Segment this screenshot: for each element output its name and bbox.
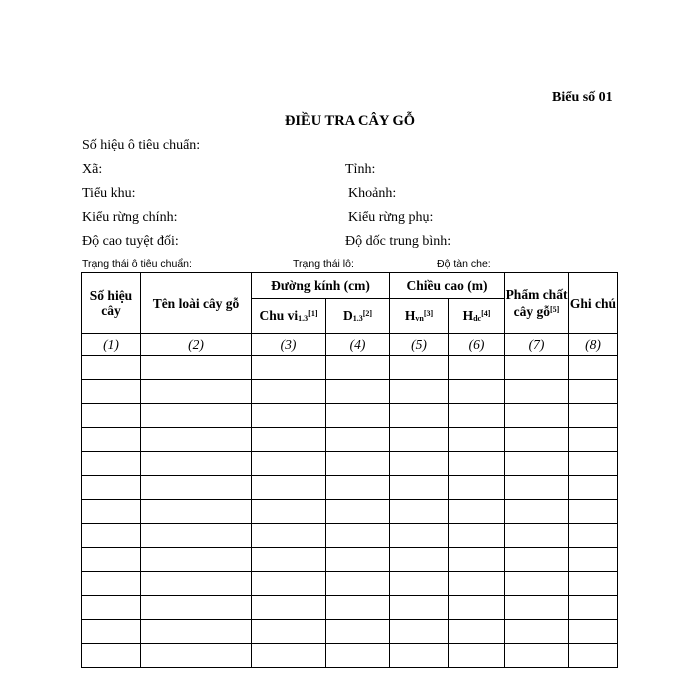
table-cell[interactable] bbox=[390, 620, 449, 644]
table-cell[interactable] bbox=[252, 596, 326, 620]
table-cell[interactable] bbox=[390, 500, 449, 524]
table-cell[interactable] bbox=[82, 596, 141, 620]
table-cell[interactable] bbox=[141, 524, 252, 548]
table-cell[interactable] bbox=[449, 572, 505, 596]
table-cell[interactable] bbox=[82, 404, 141, 428]
table-cell[interactable] bbox=[449, 356, 505, 380]
table-cell[interactable] bbox=[326, 644, 390, 668]
table-cell[interactable] bbox=[505, 620, 569, 644]
table-cell[interactable] bbox=[82, 452, 141, 476]
table-cell[interactable] bbox=[326, 500, 390, 524]
sub-forest-type-label: Kiểu rừng phụ: bbox=[348, 210, 434, 225]
table-cell[interactable] bbox=[82, 428, 141, 452]
table-cell[interactable] bbox=[252, 476, 326, 500]
header-d13-sup: [2] bbox=[362, 309, 373, 318]
header-quality-sup: [5] bbox=[550, 305, 560, 314]
table-cell[interactable] bbox=[569, 476, 618, 500]
table-cell[interactable] bbox=[252, 452, 326, 476]
table-cell[interactable] bbox=[390, 428, 449, 452]
table-cell[interactable] bbox=[390, 548, 449, 572]
table-cell[interactable] bbox=[326, 356, 390, 380]
table-cell[interactable] bbox=[326, 596, 390, 620]
table-cell[interactable] bbox=[82, 380, 141, 404]
table-row bbox=[82, 452, 618, 476]
header-hvn-label: H bbox=[404, 308, 416, 323]
header-hdc-sup: [4] bbox=[481, 309, 491, 318]
header-d13-label: D bbox=[342, 308, 353, 323]
table-cell[interactable] bbox=[569, 452, 618, 476]
plot-status-label: Trạng thái ô tiêu chuẩn: bbox=[82, 258, 192, 270]
header-hvn-sup: [3] bbox=[423, 309, 434, 318]
table-cell[interactable] bbox=[505, 428, 569, 452]
table-cell[interactable] bbox=[505, 596, 569, 620]
table-cell[interactable] bbox=[326, 572, 390, 596]
table-cell[interactable] bbox=[505, 524, 569, 548]
header-hvn-sub: vn bbox=[415, 314, 424, 323]
table-cell[interactable] bbox=[141, 380, 252, 404]
header-d13 bbox=[326, 299, 390, 334]
table-cell[interactable] bbox=[252, 404, 326, 428]
form-title: ĐIỀU TRA CÂY GỖ bbox=[284, 113, 416, 129]
table-cell[interactable] bbox=[449, 548, 505, 572]
table-cell[interactable] bbox=[326, 548, 390, 572]
table-row bbox=[82, 572, 618, 596]
table-cell[interactable] bbox=[82, 356, 141, 380]
header-diameter-group: Đường kính (cm) bbox=[252, 273, 390, 299]
table-cell[interactable] bbox=[569, 548, 618, 572]
header-quality-label: Phẩm chất cây gỗ bbox=[505, 287, 568, 319]
header-circumference-label: Chu vi bbox=[259, 308, 299, 323]
header-quality bbox=[505, 273, 569, 334]
column-number: (6) bbox=[449, 334, 505, 356]
table-cell[interactable] bbox=[252, 644, 326, 668]
table-cell[interactable] bbox=[569, 428, 618, 452]
altitude-label: Độ cao tuyệt đối: bbox=[82, 234, 179, 249]
compartment-label: Khoảnh: bbox=[348, 186, 397, 201]
table-cell[interactable] bbox=[449, 476, 505, 500]
table-cell[interactable] bbox=[326, 380, 390, 404]
table-row bbox=[82, 548, 618, 572]
table-row bbox=[82, 380, 618, 404]
table-cell[interactable] bbox=[141, 644, 252, 668]
table-row bbox=[82, 524, 618, 548]
table-cell[interactable] bbox=[252, 356, 326, 380]
table-cell[interactable] bbox=[82, 620, 141, 644]
tree-survey-table bbox=[81, 272, 618, 668]
table-cell[interactable] bbox=[326, 452, 390, 476]
column-number: (3) bbox=[252, 334, 326, 356]
table-row bbox=[82, 500, 618, 524]
header-height-group: Chiều cao (m) bbox=[390, 273, 505, 299]
lot-status-label: Trạng thái lô: bbox=[293, 258, 354, 270]
table-cell[interactable] bbox=[449, 380, 505, 404]
commune-label: Xã: bbox=[82, 162, 103, 177]
table-cell[interactable] bbox=[505, 500, 569, 524]
table-cell[interactable] bbox=[569, 644, 618, 668]
table-cell[interactable] bbox=[326, 428, 390, 452]
sub-zone-label: Tiểu khu: bbox=[82, 186, 136, 201]
table-cell[interactable] bbox=[449, 404, 505, 428]
table-cell[interactable] bbox=[505, 380, 569, 404]
table-cell[interactable] bbox=[252, 500, 326, 524]
header-hdc-sub: dc bbox=[473, 314, 482, 323]
table-cell[interactable] bbox=[449, 428, 505, 452]
table-cell[interactable] bbox=[141, 500, 252, 524]
table-cell[interactable] bbox=[141, 428, 252, 452]
table-cell[interactable] bbox=[390, 356, 449, 380]
table-cell[interactable] bbox=[252, 380, 326, 404]
table-cell[interactable] bbox=[390, 524, 449, 548]
table-cell[interactable] bbox=[326, 524, 390, 548]
table-cell[interactable] bbox=[326, 404, 390, 428]
table-cell[interactable] bbox=[141, 452, 252, 476]
header-tree-no: Số hiệu cây bbox=[82, 273, 141, 334]
table-cell[interactable] bbox=[141, 620, 252, 644]
table-cell[interactable] bbox=[141, 356, 252, 380]
form-number: Biểu số 01 bbox=[552, 90, 613, 105]
table-cell[interactable] bbox=[505, 356, 569, 380]
table-cell[interactable] bbox=[569, 524, 618, 548]
table-cell[interactable] bbox=[326, 476, 390, 500]
table-cell[interactable] bbox=[449, 500, 505, 524]
table-cell[interactable] bbox=[141, 404, 252, 428]
table-row bbox=[82, 404, 618, 428]
avg-slope-label: Độ dốc trung bình: bbox=[345, 234, 452, 249]
table-cell[interactable] bbox=[449, 452, 505, 476]
header-hdc bbox=[449, 299, 505, 334]
table-cell[interactable] bbox=[252, 620, 326, 644]
header-species: Tên loài cây gỗ bbox=[141, 273, 252, 334]
table-cell[interactable] bbox=[505, 404, 569, 428]
province-label: Tỉnh: bbox=[345, 162, 376, 177]
table-cell[interactable] bbox=[505, 644, 569, 668]
table-cell[interactable] bbox=[390, 476, 449, 500]
column-number: (7) bbox=[505, 334, 569, 356]
table-cell[interactable] bbox=[449, 596, 505, 620]
table-cell[interactable] bbox=[449, 620, 505, 644]
column-number: (4) bbox=[326, 334, 390, 356]
main-forest-type-label: Kiểu rừng chính: bbox=[82, 210, 178, 225]
table-cell[interactable] bbox=[141, 572, 252, 596]
table-cell[interactable] bbox=[390, 452, 449, 476]
header-circumference-sup: [1] bbox=[308, 309, 318, 318]
table-cell[interactable] bbox=[141, 548, 252, 572]
column-number: (8) bbox=[569, 334, 618, 356]
table-cell[interactable] bbox=[569, 380, 618, 404]
table-cell[interactable] bbox=[252, 524, 326, 548]
table-cell[interactable] bbox=[569, 404, 618, 428]
table-cell[interactable] bbox=[82, 644, 141, 668]
table-cell[interactable] bbox=[390, 404, 449, 428]
table-cell[interactable] bbox=[141, 596, 252, 620]
table-cell[interactable] bbox=[390, 380, 449, 404]
header-circumference-sub: 1.3 bbox=[298, 314, 309, 323]
table-cell[interactable] bbox=[390, 644, 449, 668]
table-cell[interactable] bbox=[569, 500, 618, 524]
table-cell[interactable] bbox=[252, 428, 326, 452]
table-cell[interactable] bbox=[569, 596, 618, 620]
table-cell[interactable] bbox=[505, 476, 569, 500]
table-row bbox=[82, 620, 618, 644]
table-row bbox=[82, 644, 618, 668]
table-cell[interactable] bbox=[505, 452, 569, 476]
table-cell[interactable] bbox=[505, 548, 569, 572]
table-cell[interactable] bbox=[449, 524, 505, 548]
table-cell[interactable] bbox=[505, 572, 569, 596]
table-cell[interactable] bbox=[82, 500, 141, 524]
plot-id-label: Số hiệu ô tiêu chuẩn: bbox=[82, 138, 201, 153]
table-row bbox=[82, 428, 618, 452]
column-number: (5) bbox=[390, 334, 449, 356]
header-d13-sub: 1.3 bbox=[352, 314, 363, 323]
canopy-cover-label: Độ tàn che: bbox=[437, 258, 491, 270]
table-row bbox=[82, 356, 618, 380]
table-row bbox=[82, 476, 618, 500]
table-cell[interactable] bbox=[390, 572, 449, 596]
table-cell[interactable] bbox=[390, 596, 449, 620]
header-hvn bbox=[390, 299, 449, 334]
table-cell[interactable] bbox=[141, 476, 252, 500]
column-number: (1) bbox=[82, 334, 141, 356]
table-cell[interactable] bbox=[569, 620, 618, 644]
column-number: (2) bbox=[141, 334, 252, 356]
header-hdc-label: H bbox=[462, 308, 474, 323]
table-cell[interactable] bbox=[82, 524, 141, 548]
table-cell[interactable] bbox=[449, 644, 505, 668]
survey-rows bbox=[82, 356, 618, 668]
header-note: Ghi chú bbox=[569, 273, 618, 334]
header-circumference bbox=[252, 299, 326, 334]
table-cell[interactable] bbox=[326, 620, 390, 644]
table-cell[interactable] bbox=[82, 476, 141, 500]
table-cell[interactable] bbox=[252, 548, 326, 572]
table-cell[interactable] bbox=[82, 572, 141, 596]
table-cell[interactable] bbox=[82, 548, 141, 572]
table-row bbox=[82, 596, 618, 620]
table-cell[interactable] bbox=[252, 572, 326, 596]
table-cell[interactable] bbox=[569, 356, 618, 380]
table-cell[interactable] bbox=[569, 572, 618, 596]
